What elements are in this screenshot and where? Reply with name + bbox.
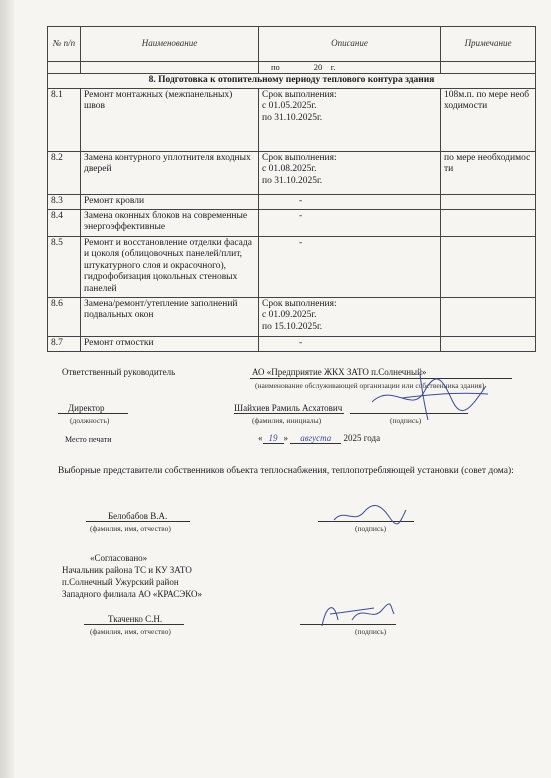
- row-name: Ремонт кровли: [81, 194, 259, 209]
- row-desc: Срок выполнения: с 01.05.2025г. по 31.10.2025г.: [259, 88, 441, 151]
- row-note: 108м.п. по мере необходимости: [441, 88, 536, 151]
- row-note: [441, 297, 536, 336]
- page-edge-shadow: [0, 0, 14, 778]
- signature-caption: (подпись): [390, 416, 422, 425]
- table-row: [48, 336, 536, 351]
- row-name: Ремонт и восстановление отделки фасада и цоколя (облицовочных панелей/плит, штукатурного слоя и окрасочного), гидрофобизация цокольных стеновых панелей: [81, 236, 259, 297]
- position-caption: (должность): [70, 416, 110, 425]
- row-name: Замена оконных блоков на современные энергоэффективные: [81, 209, 259, 236]
- section-title: 8. Подготовка к отопительному периоду теплового контура здания: [48, 74, 536, 89]
- header-desc: Описание: [259, 27, 441, 62]
- table-row: [48, 297, 536, 336]
- position: Директор: [68, 403, 105, 413]
- row-note: по мере необходимости: [441, 151, 536, 194]
- row-num: 8.1: [48, 88, 81, 151]
- approver-signature-caption: (подпись): [355, 627, 387, 636]
- table-row: [48, 88, 536, 151]
- table-row: [48, 209, 536, 236]
- row-num: 8.3: [48, 194, 81, 209]
- header-name: Наименование: [81, 27, 259, 62]
- director-signature-icon: [362, 372, 492, 422]
- row-note: [441, 194, 536, 209]
- row-num: 8.2: [48, 151, 81, 194]
- date-day: 19: [263, 433, 284, 444]
- agreed-label: «Согласовано»: [90, 553, 148, 563]
- owner-signature-icon: [330, 502, 410, 528]
- row-note: [441, 209, 536, 236]
- responsible-label: Ответственный руководитель: [62, 367, 176, 377]
- table-body: [48, 88, 536, 351]
- row-name: Замена контурного уплотнителя входных дверей: [81, 151, 259, 194]
- table-row: [48, 194, 536, 209]
- row-desc: Срок выполнения: с 01.08.2025г. по 31.10.2025г.: [259, 151, 441, 194]
- carry-over-row: [48, 62, 536, 74]
- org-caption: (наименование обслуживающей организации или собственника здания): [255, 381, 485, 390]
- approval-line2: п.Солнечный Ужурский район: [62, 577, 179, 587]
- row-note: [441, 336, 536, 351]
- carry-over-text: по 20 г.: [259, 62, 441, 74]
- row-desc: -: [259, 209, 441, 236]
- row-num: 8.5: [48, 236, 81, 297]
- approval-line1: Начальник района ТС и КУ ЗАТО: [62, 565, 192, 575]
- date-month: августа: [290, 433, 341, 444]
- table-row: [48, 151, 536, 194]
- owner-name-caption: (фамилия, имя, отчество): [90, 524, 171, 533]
- date-year: 2025 года: [343, 433, 381, 443]
- owner-name: Белобабов В.А.: [108, 511, 168, 521]
- person-caption: (фамилия, инициалы): [252, 416, 322, 425]
- owners-title: Выборные представители собственников объекта теплоснабжения, теплопотребляющей установки (совет дома):: [58, 466, 514, 476]
- header-note: Примечание: [441, 27, 536, 62]
- row-note: [441, 236, 536, 297]
- row-desc: -: [259, 336, 441, 351]
- works-table: [47, 26, 536, 352]
- section-row: [48, 74, 536, 89]
- row-name: Ремонт монтажных (межпанельных) швов: [81, 88, 259, 151]
- approver-name: Ткаченко С.Н.: [108, 614, 163, 624]
- row-num: 8.7: [48, 336, 81, 351]
- row-num: 8.4: [48, 209, 81, 236]
- header-num: № п/п: [48, 27, 81, 62]
- row-desc: -: [259, 194, 441, 209]
- row-desc: Срок выполнения: с 01.09.2025г. по 15.10.2025г.: [259, 297, 441, 336]
- stamp-place: Место печати: [65, 435, 112, 444]
- row-desc: -: [259, 236, 441, 297]
- org-name: АО «Предприятие ЖКХ ЗАТО п.Солнечный»: [252, 367, 427, 377]
- approver-name-caption: (фамилия, имя, отчество): [90, 627, 171, 636]
- row-name: Ремонт отмостки: [81, 336, 259, 351]
- table-row: [48, 236, 536, 297]
- sign-date: « 19 » августа 2025 года: [258, 433, 381, 443]
- row-name: Замена/ремонт/утепление заполнений подвальных окон: [81, 297, 259, 336]
- table-header-row: [48, 27, 536, 62]
- person-name: Шайхиев Рамиль Асхатович: [234, 403, 343, 413]
- owner-signature-caption: (подпись): [355, 524, 387, 533]
- approver-signature-icon: [316, 596, 396, 632]
- row-num: 8.6: [48, 297, 81, 336]
- approval-line3: Западного филиала АО «КРАСЭКО»: [62, 589, 203, 599]
